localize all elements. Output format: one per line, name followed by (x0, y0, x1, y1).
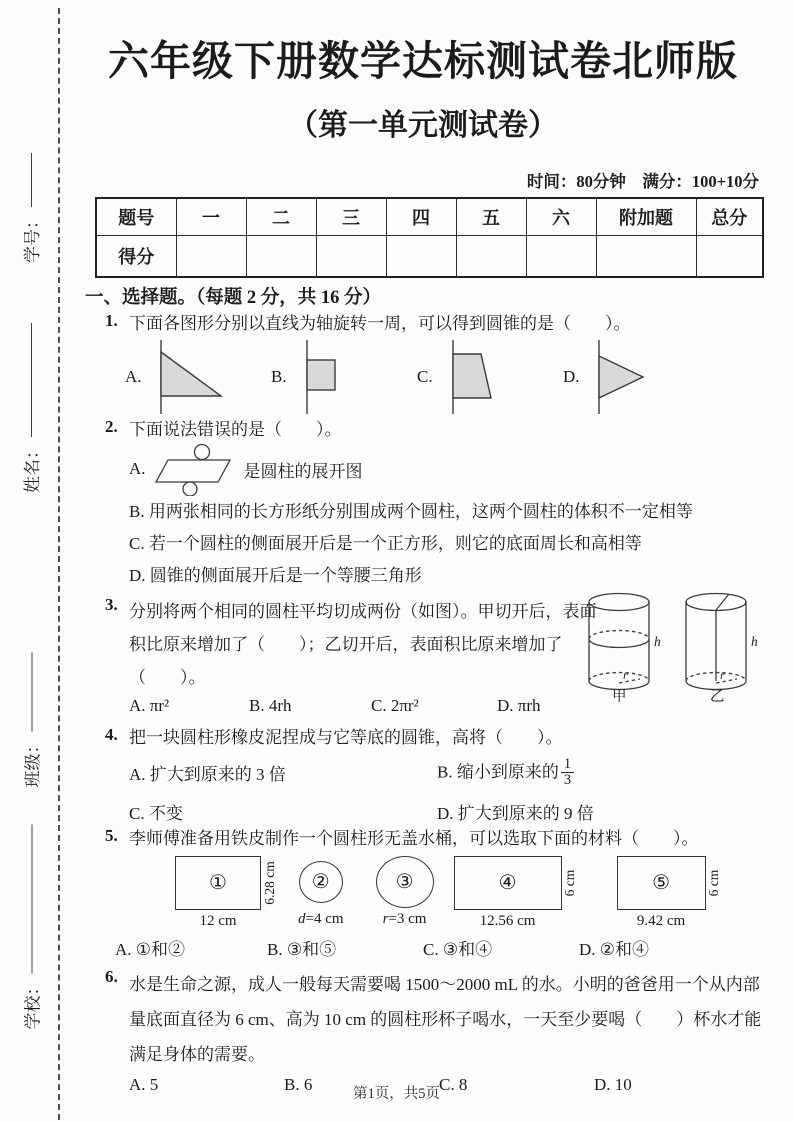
circle-3 (376, 856, 434, 908)
material-2-circle (298, 856, 344, 928)
question-5-option-a: A. ①和② (115, 939, 186, 959)
score-cell-empty (386, 236, 456, 278)
question-1-option-c (417, 339, 563, 415)
question-5-option-c: C. ③和④ (423, 939, 493, 959)
option-a-text: 是圆柱的展开图 (243, 461, 363, 481)
fraction-one-third: $\frac{1}{3}$ (561, 757, 574, 790)
option-b-text: B. 缩小到原来的 (437, 761, 559, 781)
question-6-option-a: A. 5 (129, 1074, 159, 1094)
option-a-label: A. (129, 459, 146, 478)
rectangle-on-axis-figure (297, 340, 402, 414)
height-label-jia: h (654, 634, 661, 649)
page-number: 第1页，共5页 (353, 1086, 440, 1102)
option-a-label: A. (125, 366, 142, 386)
score-header-cell: 五 (456, 198, 526, 236)
name-blank (29, 323, 32, 437)
question-1-option-b (271, 339, 417, 415)
question-2-number: 2. (105, 416, 118, 436)
question-6-number: 6. (105, 966, 118, 986)
school-label: 学校： (23, 978, 42, 1030)
material-4-rectangle (454, 856, 579, 930)
circled-4: ④ (498, 872, 517, 895)
question-2 (85, 417, 765, 443)
question-5-number: 5. (105, 826, 118, 846)
score-header-cell: 六 (526, 198, 596, 236)
rect-5 (617, 856, 706, 910)
score-cell-empty (456, 236, 526, 278)
school-field (20, 825, 42, 1030)
question-4-option-c: C. 不变 (129, 804, 183, 824)
rect-1 (175, 856, 261, 910)
question-2-option-c: C. 若一个圆柱的侧面展开后是一个正方形，则它的底面周长和高相等 (129, 534, 642, 553)
score-header-cell: 附加题 (596, 198, 696, 236)
question-6-option-b: B. 6 (284, 1074, 313, 1094)
time-score-info: 时间：80分钟 满分：100+10分 (526, 172, 759, 191)
question-6-text: 水是生命之源，成人一般每天需要喝 1500～2000 mL 的水。小明的爸爸用一个从内部量底面直径为 6 cm、高为 10 cm 的圆柱形杯子喝水，一天至少要喝（ ）杯水才能满足身体的需要。 (129, 974, 762, 1064)
question-1-figures (125, 339, 765, 415)
material-5-rectangle (617, 856, 723, 930)
question-1 (85, 311, 765, 337)
question-1-number: 1. (105, 311, 118, 330)
rect-5-height-label: 6 cm (706, 869, 722, 897)
question-4-options (129, 757, 765, 825)
circled-3: ③ (395, 871, 414, 894)
question-2-option-d: D. 圆锥的侧面展开后是一个等腰三角形 (129, 566, 422, 585)
section1-heading: 一、选择题。（每题 2 分，共 16 分） (85, 288, 382, 308)
rect-1-width-label: 12 cm (199, 912, 237, 929)
rect-5-width-label: 9.42 cm (636, 912, 686, 929)
section-choice-questions (85, 283, 765, 1101)
cylinder-yi-label: 乙 (710, 689, 725, 705)
question-2-text: 下面说法错误的是（ ）。 (129, 419, 342, 439)
option-d-label: D. (563, 366, 580, 386)
question-3-number: 3. (105, 595, 118, 614)
circle-2 (299, 861, 343, 903)
score-cell-empty (246, 236, 316, 278)
question-2-option-a (129, 442, 765, 496)
question-4-option-a: A. 扩大到原来的 3 倍 (129, 765, 286, 785)
cut-line-dashed (58, 8, 60, 1120)
question-3-option-c: C. 2πr² (371, 696, 419, 715)
page-subtitle: （第一单元测试卷） (288, 109, 558, 142)
score-row-label: 得分 (96, 236, 176, 278)
score-cell-empty (696, 236, 763, 278)
question-5-options (115, 935, 765, 961)
score-header-cell: 一 (176, 198, 246, 236)
rect-4-height-label: 6 cm (562, 869, 578, 897)
radius-label-jia: r (623, 668, 628, 682)
question-5 (85, 826, 765, 852)
question-4-number: 4. (105, 725, 118, 744)
question-2-option-b: B. 用两张相同的长方形纸分别围成两个圆柱，这两个圆柱的体积不一定相等 (129, 502, 693, 521)
school-blank (29, 825, 32, 974)
material-3-circle (376, 856, 434, 928)
rect-4 (454, 856, 562, 910)
rect-4-width-label: 12.56 cm (479, 912, 536, 929)
question-4-option-d: D. 扩大到原来的 9 倍 (437, 804, 594, 824)
two-cylinders-figure (577, 589, 767, 707)
score-header-cell: 四 (386, 198, 456, 236)
score-cell-empty (526, 236, 596, 278)
cylinder-jia-label: 甲 (612, 689, 627, 705)
cylinder-net-figure (152, 443, 238, 496)
option-c-label: C. (417, 366, 433, 386)
circled-2: ② (311, 871, 330, 894)
question-6 (85, 967, 765, 1072)
question-3-block (85, 595, 765, 723)
score-header-cell: 二 (246, 198, 316, 236)
score-cell-empty (596, 236, 696, 278)
question-3-option-a: A. πr² (129, 696, 170, 715)
question-3-option-b: B. 4rh (249, 696, 292, 715)
option-b-label: B. (271, 366, 287, 386)
question-4-option-b (437, 757, 765, 790)
question-5-option-d: D. ②和④ (579, 939, 650, 959)
score-header-cell: 三 (316, 198, 386, 236)
question-6-option-d: D. 10 (594, 1074, 632, 1094)
class-label: 班级： (23, 736, 42, 788)
question-5-option-b: B. ③和⑤ (267, 939, 337, 959)
question-4 (85, 725, 765, 751)
class-blank (29, 653, 32, 732)
name-field (19, 323, 41, 493)
student-id-field (19, 153, 41, 263)
rect-1-height-label: 6.28 cm (261, 861, 277, 905)
material-1-rectangle (175, 856, 278, 930)
score-table-score-row (96, 236, 763, 278)
circle-2-diameter-label: d=4 cm (298, 910, 344, 927)
class-field (20, 653, 42, 788)
question-1-option-d (563, 339, 709, 415)
right-triangle-on-axis-figure (151, 340, 256, 414)
score-header-cell: 题号 (96, 198, 176, 236)
score-cell-empty (176, 236, 246, 278)
score-table-header-row (96, 198, 763, 236)
question-5-text: 李师傅准备用铁皮制作一个圆柱形无盖水桶，可以选取下面的材料（ ）。 (129, 829, 699, 849)
height-label-yi: h (751, 634, 758, 649)
circled-1: ① (209, 872, 227, 895)
question-1-text: 下面各图形分别以直线为轴旋转一周，可以得到圆锥的是（ ）。 (129, 314, 631, 333)
question-5-figures (175, 856, 765, 930)
name-label: 姓名： (22, 442, 42, 493)
question-6-option-c: C. 8 (439, 1074, 468, 1094)
question-1-option-a (125, 339, 271, 415)
circle-3-radius-label: r=3 cm (382, 910, 427, 927)
page-title: 六年级下册数学达标测试卷北师版 (108, 38, 738, 84)
score-header-cell: 总分 (696, 198, 763, 236)
circled-5: ⑤ (652, 872, 671, 895)
score-cell-empty (316, 236, 386, 278)
question-3-text: 分别将两个相同的圆柱平均切成两份（如图）。甲切开后，表面积比原来增加了（ ）；乙切开后，表面积比原来增加了（ ）。 (129, 602, 597, 687)
question-3-option-d: D. πrh (497, 696, 541, 715)
trapezoid-on-axis-figure (443, 340, 548, 414)
student-id-label: 学号： (22, 212, 42, 263)
score-table (95, 197, 764, 278)
question-4-text: 把一块圆柱形橡皮泥捏成与它等底的圆锥，高将（ ）。 (129, 728, 563, 747)
radius-label-yi: r (720, 668, 725, 682)
side-triangle-on-axis-figure (589, 340, 694, 414)
student-id-blank (29, 153, 32, 207)
